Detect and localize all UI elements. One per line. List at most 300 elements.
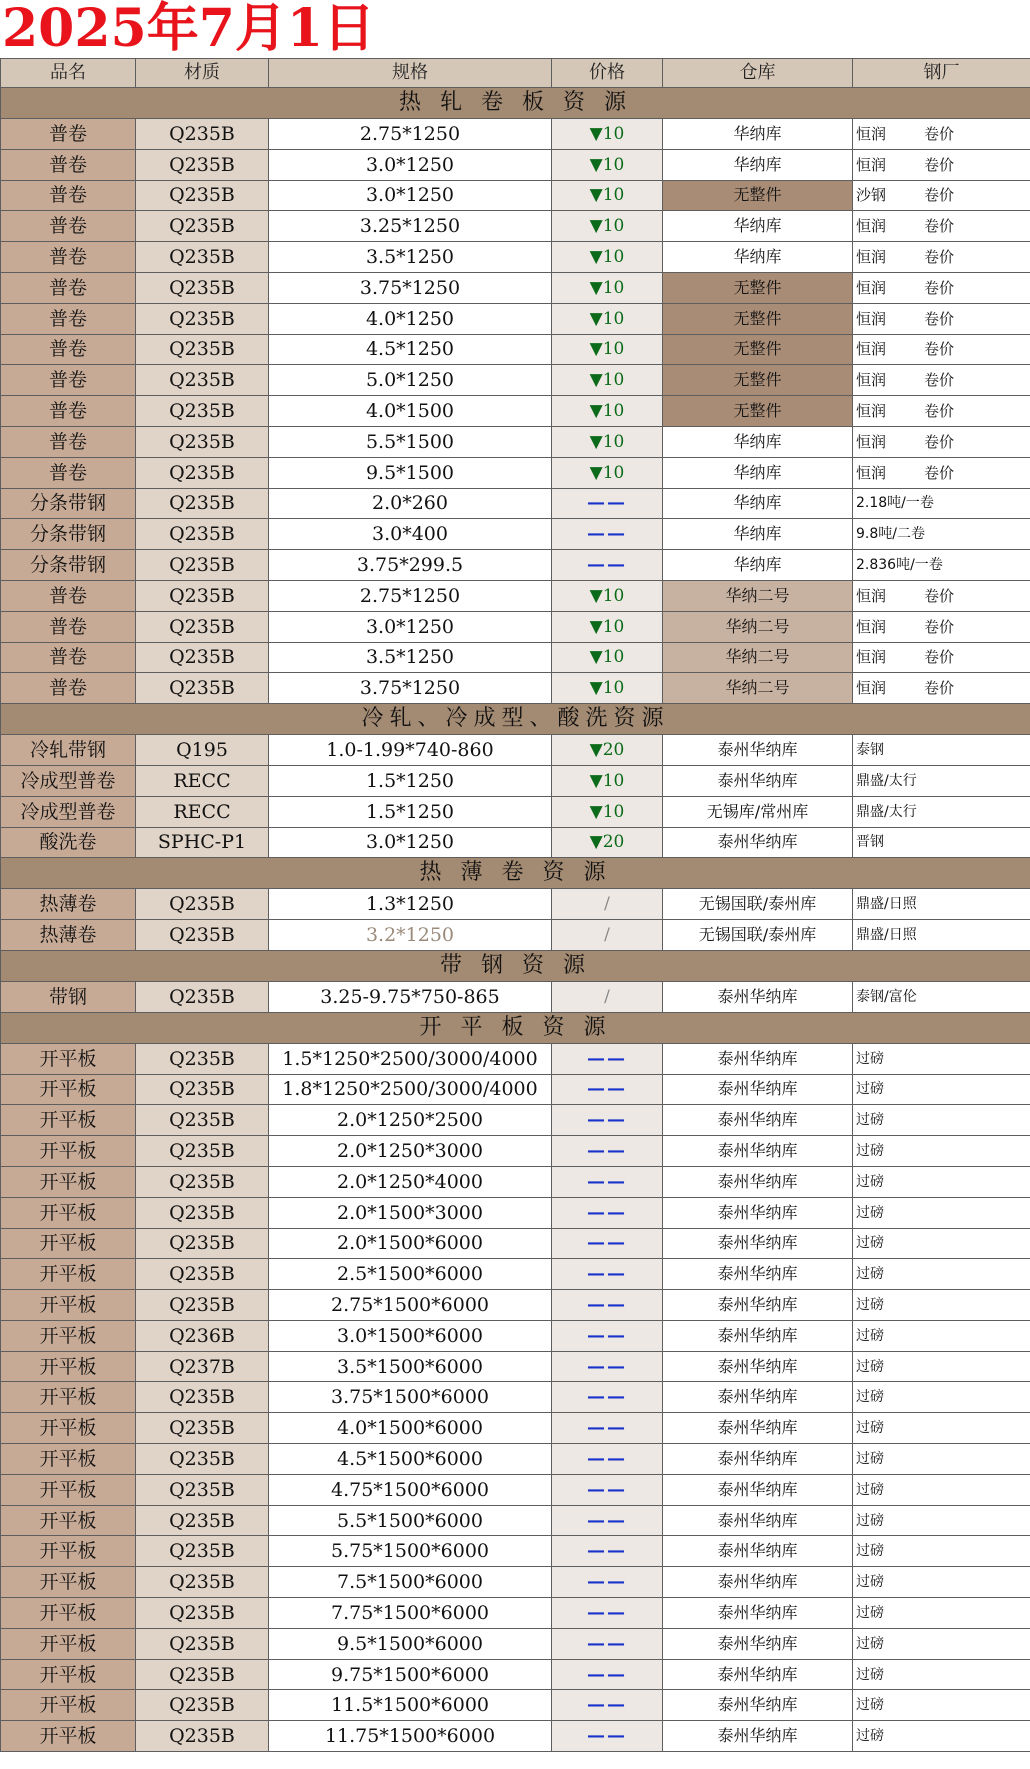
mill-name: 过磅 (856, 1050, 884, 1067)
product-name-cell: 普卷 (1, 119, 136, 150)
mill-name: 过磅 (856, 1666, 884, 1683)
mill-cell (853, 519, 1030, 550)
warehouse-cell: 泰州华纳库 (663, 1659, 853, 1690)
mill-cell (853, 242, 1030, 273)
mill-name: 过磅 (856, 1450, 884, 1467)
spec-cell: 5.75*1500*6000 (269, 1536, 552, 1567)
price-cell: ▼20 (552, 827, 663, 858)
warehouse-cell: 无整件 (663, 303, 853, 334)
spec-cell: 2.0*1500*3000 (269, 1197, 552, 1228)
warehouse-cell: 泰州华纳库 (663, 765, 853, 796)
mill-cell (853, 735, 1030, 766)
spec-cell: 1.0-1.99*740-860 (269, 735, 552, 766)
warehouse-cell: 泰州华纳库 (663, 1721, 853, 1752)
mill-note: 卷价 (924, 402, 955, 421)
mill-name: 2.18吨/一卷 (856, 495, 934, 512)
warehouse-cell: 泰州华纳库 (663, 1136, 853, 1167)
mill-cell (853, 1259, 1030, 1290)
material-cell: RECC (136, 796, 269, 827)
spec-cell: 2.75*1250 (269, 580, 552, 611)
price-cell: —— (552, 1197, 663, 1228)
table-row (1, 180, 1030, 211)
mill-cell (853, 1659, 1030, 1690)
table-row (1, 1382, 1030, 1413)
mill-note: 卷价 (924, 217, 955, 236)
material-cell: Q235B (136, 1444, 269, 1475)
warehouse-cell: 泰州华纳库 (663, 827, 853, 858)
warehouse-cell: 华纳库 (663, 426, 853, 457)
price-cell: / (552, 920, 663, 951)
mill-cell (853, 457, 1030, 488)
spec-cell: 3.0*400 (269, 519, 552, 550)
mill-cell (853, 765, 1030, 796)
spec-cell: 2.0*260 (269, 488, 552, 519)
product-name-cell: 普卷 (1, 426, 136, 457)
product-name-cell: 开平板 (1, 1721, 136, 1752)
table-row (1, 1290, 1030, 1321)
price-cell: —— (552, 550, 663, 581)
material-cell: Q235B (136, 1166, 269, 1197)
section-header (1, 704, 1030, 735)
warehouse-cell: 泰州华纳库 (663, 1074, 853, 1105)
spec-cell: 2.5*1500*6000 (269, 1259, 552, 1290)
spec-cell: 3.75*1250 (269, 673, 552, 704)
material-cell: Q235B (136, 396, 269, 427)
table-row (1, 1136, 1030, 1167)
material-cell: Q235B (136, 673, 269, 704)
spec-cell: 4.0*1250 (269, 303, 552, 334)
material-cell: Q235B (136, 1382, 269, 1413)
warehouse-cell: 泰州华纳库 (663, 1382, 853, 1413)
price-cell: —— (552, 1659, 663, 1690)
price-sheet (0, 58, 1030, 1752)
product-name-cell: 开平板 (1, 1228, 136, 1259)
mill-cell (853, 426, 1030, 457)
table-row (1, 1228, 1030, 1259)
warehouse-cell: 无整件 (663, 272, 853, 303)
mill-name: 恒润 (856, 402, 887, 421)
material-cell: Q235B (136, 981, 269, 1012)
product-name-cell: 普卷 (1, 580, 136, 611)
price-cell: —— (552, 1598, 663, 1629)
spec-cell: 4.0*1500 (269, 396, 552, 427)
material-cell: Q235B (136, 1598, 269, 1629)
table-row (1, 889, 1030, 920)
price-cell: / (552, 981, 663, 1012)
table-row (1, 1628, 1030, 1659)
price-cell: —— (552, 1413, 663, 1444)
spec-cell: 11.5*1500*6000 (269, 1690, 552, 1721)
mill-note: 卷价 (924, 432, 955, 451)
price-cell: / (552, 889, 663, 920)
mill-name: 鼎盛/太行 (856, 803, 917, 820)
spec-cell: 3.75*1500*6000 (269, 1382, 552, 1413)
product-name-cell: 开平板 (1, 1166, 136, 1197)
warehouse-cell: 泰州华纳库 (663, 1290, 853, 1321)
mill-cell (853, 334, 1030, 365)
table-row (1, 796, 1030, 827)
warehouse-cell: 泰州华纳库 (663, 1105, 853, 1136)
material-cell: Q235B (136, 1290, 269, 1321)
spec-cell: 3.75*1250 (269, 272, 552, 303)
price-cell: ▼10 (552, 642, 663, 673)
mill-note: 卷价 (924, 371, 955, 390)
price-cell: ▼10 (552, 673, 663, 704)
material-cell: Q235B (136, 334, 269, 365)
table-row (1, 580, 1030, 611)
warehouse-cell: 无整件 (663, 334, 853, 365)
material-cell: Q235B (136, 457, 269, 488)
table-row (1, 550, 1030, 581)
price-cell: ▼10 (552, 180, 663, 211)
material-cell: Q235B (136, 611, 269, 642)
material-cell: Q235B (136, 242, 269, 273)
table-row (1, 396, 1030, 427)
table-body (1, 88, 1030, 1752)
price-cell: —— (552, 1567, 663, 1598)
warehouse-cell: 华纳库 (663, 488, 853, 519)
material-cell: Q237B (136, 1351, 269, 1382)
price-cell: —— (552, 1043, 663, 1074)
mill-note: 卷价 (924, 586, 955, 605)
mill-cell (853, 211, 1030, 242)
table-row (1, 519, 1030, 550)
table-row (1, 827, 1030, 858)
mill-name: 过磅 (856, 1112, 884, 1129)
spec-cell: 3.5*1250 (269, 242, 552, 273)
section-header (1, 950, 1030, 981)
mill-name: 恒润 (856, 617, 887, 636)
material-cell: Q235B (136, 1721, 269, 1752)
spec-cell: 1.5*1250 (269, 796, 552, 827)
product-name-cell: 开平板 (1, 1351, 136, 1382)
price-cell: —— (552, 1444, 663, 1475)
mill-name: 恒润 (856, 155, 887, 174)
material-cell: Q235B (136, 149, 269, 180)
warehouse-cell: 华纳库 (663, 242, 853, 273)
header-warehouse: 仓库 (663, 59, 853, 88)
mill-name: 过磅 (856, 1389, 884, 1406)
section-title: 带 钢 资 源 (1, 950, 1030, 981)
price-cell: —— (552, 519, 663, 550)
spec-cell: 2.75*1500*6000 (269, 1290, 552, 1321)
product-name-cell: 开平板 (1, 1567, 136, 1598)
product-name-cell: 酸洗卷 (1, 827, 136, 858)
mill-name: 恒润 (856, 309, 887, 328)
table-row (1, 1197, 1030, 1228)
mill-name: 过磅 (856, 1296, 884, 1313)
mill-name: 恒润 (856, 278, 887, 297)
material-cell: Q235B (136, 550, 269, 581)
mill-cell (853, 1505, 1030, 1536)
spec-cell: 3.0*1250 (269, 827, 552, 858)
mill-cell (853, 611, 1030, 642)
mill-cell (853, 1567, 1030, 1598)
price-cell: —— (552, 1721, 663, 1752)
warehouse-cell: 华纳库 (663, 211, 853, 242)
material-cell: Q235B (136, 1105, 269, 1136)
mill-cell (853, 1382, 1030, 1413)
product-name-cell: 普卷 (1, 365, 136, 396)
mill-note: 卷价 (924, 340, 955, 359)
product-name-cell: 带钢 (1, 981, 136, 1012)
table-row (1, 1474, 1030, 1505)
mill-name: 恒润 (856, 371, 887, 390)
spec-cell: 3.0*1250 (269, 149, 552, 180)
product-name-cell: 普卷 (1, 334, 136, 365)
mill-name: 过磅 (856, 1481, 884, 1498)
price-table (0, 58, 1030, 1752)
page-title: 2025年7月1日 (2, 0, 376, 59)
price-cell: —— (552, 1351, 663, 1382)
price-cell: ▼10 (552, 426, 663, 457)
product-name-cell: 开平板 (1, 1290, 136, 1321)
table-row (1, 1598, 1030, 1629)
mill-note: 卷价 (924, 124, 955, 143)
header-material: 材质 (136, 59, 269, 88)
table-row (1, 303, 1030, 334)
mill-cell (853, 580, 1030, 611)
warehouse-cell: 华纳库 (663, 519, 853, 550)
mill-name: 恒润 (856, 679, 887, 698)
spec-cell: 2.0*1500*6000 (269, 1228, 552, 1259)
table-row (1, 1351, 1030, 1382)
mill-cell (853, 396, 1030, 427)
mill-cell (853, 1166, 1030, 1197)
warehouse-cell: 泰州华纳库 (663, 1690, 853, 1721)
material-cell: RECC (136, 765, 269, 796)
warehouse-cell: 华纳二号 (663, 673, 853, 704)
product-name-cell: 开平板 (1, 1598, 136, 1629)
material-cell: Q235B (136, 1628, 269, 1659)
product-name-cell: 普卷 (1, 642, 136, 673)
spec-cell: 4.5*1500*6000 (269, 1444, 552, 1475)
mill-name: 鼎盛/太行 (856, 772, 917, 789)
product-name-cell: 分条带钢 (1, 550, 136, 581)
material-cell: Q235B (136, 519, 269, 550)
mill-cell (853, 1598, 1030, 1629)
mill-cell (853, 149, 1030, 180)
spec-cell: 5.0*1250 (269, 365, 552, 396)
mill-name: 过磅 (856, 1697, 884, 1714)
product-name-cell: 开平板 (1, 1382, 136, 1413)
material-cell: Q235B (136, 1259, 269, 1290)
warehouse-cell: 泰州华纳库 (663, 1413, 853, 1444)
warehouse-cell: 泰州华纳库 (663, 1320, 853, 1351)
table-row (1, 1505, 1030, 1536)
mill-cell (853, 920, 1030, 951)
product-name-cell: 普卷 (1, 211, 136, 242)
product-name-cell: 开平板 (1, 1259, 136, 1290)
product-name-cell: 普卷 (1, 396, 136, 427)
price-cell: —— (552, 1228, 663, 1259)
material-cell: Q235B (136, 1659, 269, 1690)
mill-cell (853, 1228, 1030, 1259)
mill-name: 泰钢/富伦 (856, 988, 917, 1005)
warehouse-cell: 泰州华纳库 (663, 1567, 853, 1598)
spec-cell: 1.5*1250*2500/3000/4000 (269, 1043, 552, 1074)
warehouse-cell: 泰州华纳库 (663, 1351, 853, 1382)
warehouse-cell: 泰州华纳库 (663, 1505, 853, 1536)
mill-cell (853, 981, 1030, 1012)
product-name-cell: 开平板 (1, 1505, 136, 1536)
warehouse-cell: 泰州华纳库 (663, 1474, 853, 1505)
mill-name: 过磅 (856, 1235, 884, 1252)
table-row (1, 334, 1030, 365)
price-cell: —— (552, 1690, 663, 1721)
mill-note: 卷价 (924, 309, 955, 328)
mill-note: 卷价 (924, 155, 955, 174)
warehouse-cell: 泰州华纳库 (663, 1197, 853, 1228)
spec-cell: 5.5*1500 (269, 426, 552, 457)
table-row (1, 365, 1030, 396)
mill-name: 过磅 (856, 1204, 884, 1221)
table-row (1, 1536, 1030, 1567)
product-name-cell: 冷轧带钢 (1, 735, 136, 766)
spec-cell: 3.5*1500*6000 (269, 1351, 552, 1382)
mill-name: 过磅 (856, 1543, 884, 1560)
spec-cell: 7.75*1500*6000 (269, 1598, 552, 1629)
mill-name: 9.8吨/二卷 (856, 526, 925, 543)
mill-name: 鼎盛/日照 (856, 896, 917, 913)
price-cell: —— (552, 1259, 663, 1290)
mill-cell (853, 1536, 1030, 1567)
product-name-cell: 开平板 (1, 1444, 136, 1475)
spec-cell: 4.5*1250 (269, 334, 552, 365)
warehouse-cell: 泰州华纳库 (663, 735, 853, 766)
mill-name: 泰钢 (856, 742, 884, 759)
table-row (1, 1259, 1030, 1290)
spec-cell: 2.0*1250*2500 (269, 1105, 552, 1136)
table-row (1, 1320, 1030, 1351)
mill-cell (853, 1136, 1030, 1167)
table-row (1, 426, 1030, 457)
warehouse-cell: 泰州华纳库 (663, 1043, 853, 1074)
price-cell: —— (552, 1505, 663, 1536)
warehouse-cell: 无锡国联/泰州库 (663, 889, 853, 920)
warehouse-cell: 华纳库 (663, 119, 853, 150)
table-row (1, 457, 1030, 488)
warehouse-cell: 华纳库 (663, 149, 853, 180)
section-header (1, 88, 1030, 119)
spec-cell: 1.3*1250 (269, 889, 552, 920)
material-cell: Q235B (136, 211, 269, 242)
mill-cell (853, 1628, 1030, 1659)
mill-cell (853, 642, 1030, 673)
mill-cell (853, 1690, 1030, 1721)
spec-cell: 2.75*1250 (269, 119, 552, 150)
mill-name: 晋钢 (856, 834, 884, 851)
product-name-cell: 热薄卷 (1, 920, 136, 951)
product-name-cell: 开平板 (1, 1136, 136, 1167)
mill-cell (853, 1413, 1030, 1444)
spec-cell: 3.5*1250 (269, 642, 552, 673)
product-name-cell: 普卷 (1, 673, 136, 704)
price-cell: ▼10 (552, 272, 663, 303)
warehouse-cell: 泰州华纳库 (663, 1444, 853, 1475)
price-cell: ▼10 (552, 119, 663, 150)
material-cell: Q235B (136, 365, 269, 396)
table-row (1, 1690, 1030, 1721)
mill-name: 过磅 (856, 1173, 884, 1190)
material-cell: Q235B (136, 426, 269, 457)
product-name-cell: 普卷 (1, 149, 136, 180)
product-name-cell: 普卷 (1, 611, 136, 642)
price-cell: ▼20 (552, 735, 663, 766)
table-row (1, 735, 1030, 766)
mill-cell (853, 889, 1030, 920)
mill-cell (853, 1320, 1030, 1351)
spec-cell: 7.5*1500*6000 (269, 1567, 552, 1598)
mill-cell (853, 1043, 1030, 1074)
price-cell: ▼10 (552, 365, 663, 396)
spec-cell: 3.2*1250 (269, 920, 552, 951)
table-row (1, 1444, 1030, 1475)
price-cell: ▼10 (552, 334, 663, 365)
product-name-cell: 热薄卷 (1, 889, 136, 920)
price-cell: ▼10 (552, 611, 663, 642)
mill-cell (853, 303, 1030, 334)
mill-name: 过磅 (856, 1604, 884, 1621)
table-row (1, 981, 1030, 1012)
price-cell: ▼10 (552, 211, 663, 242)
product-name-cell: 冷成型普卷 (1, 765, 136, 796)
spec-cell: 3.0*1250 (269, 611, 552, 642)
table-row (1, 1721, 1030, 1752)
table-row (1, 1413, 1030, 1444)
mill-name: 恒润 (856, 586, 887, 605)
mill-name: 2.836吨/一卷 (856, 557, 943, 574)
warehouse-cell: 泰州华纳库 (663, 1259, 853, 1290)
material-cell: Q235B (136, 889, 269, 920)
section-title: 热 轧 卷 板 资 源 (1, 88, 1030, 119)
price-cell: —— (552, 1166, 663, 1197)
material-cell: Q195 (136, 735, 269, 766)
spec-cell: 1.5*1250 (269, 765, 552, 796)
warehouse-cell: 华纳二号 (663, 642, 853, 673)
material-cell: Q235B (136, 1690, 269, 1721)
warehouse-cell: 无整件 (663, 180, 853, 211)
price-cell: —— (552, 1382, 663, 1413)
product-name-cell: 开平板 (1, 1690, 136, 1721)
warehouse-cell: 泰州华纳库 (663, 1536, 853, 1567)
warehouse-cell: 无锡国联/泰州库 (663, 920, 853, 951)
product-name-cell: 分条带钢 (1, 519, 136, 550)
price-cell: —— (552, 1474, 663, 1505)
mill-name: 过磅 (856, 1728, 884, 1745)
header-mill: 钢厂 (853, 59, 1030, 88)
mill-cell (853, 1105, 1030, 1136)
price-cell: ▼10 (552, 242, 663, 273)
material-cell: Q235B (136, 642, 269, 673)
material-cell: Q235B (136, 119, 269, 150)
spec-cell: 2.0*1250*4000 (269, 1166, 552, 1197)
product-name-cell: 开平板 (1, 1413, 136, 1444)
header-price: 价格 (552, 59, 663, 88)
mill-cell (853, 1290, 1030, 1321)
table-row (1, 1043, 1030, 1074)
mill-note: 卷价 (924, 463, 955, 482)
mill-note: 卷价 (924, 679, 955, 698)
warehouse-cell: 华纳库 (663, 550, 853, 581)
warehouse-cell: 泰州华纳库 (663, 1166, 853, 1197)
table-row (1, 211, 1030, 242)
spec-cell: 1.8*1250*2500/3000/4000 (269, 1074, 552, 1105)
header-spec: 规格 (269, 59, 552, 88)
mill-name: 沙钢 (856, 186, 887, 205)
section-header (1, 1012, 1030, 1043)
table-row (1, 119, 1030, 150)
